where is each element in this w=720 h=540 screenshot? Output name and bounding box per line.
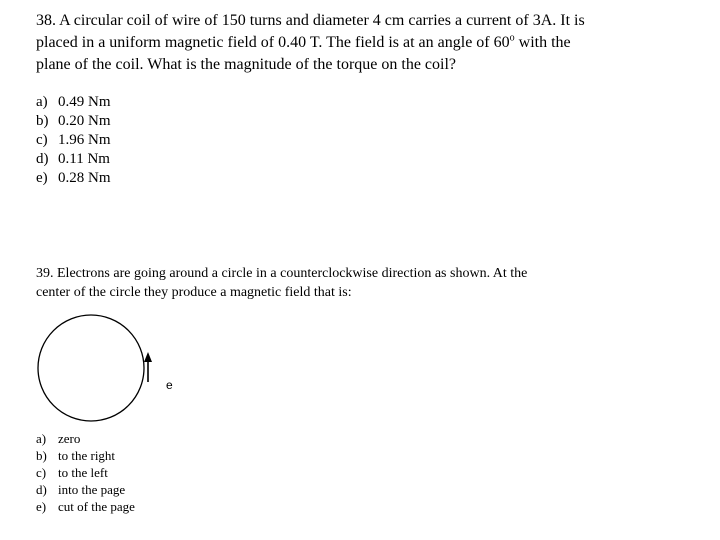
option-letter: a) <box>36 94 48 110</box>
option-text: to the left <box>58 465 108 480</box>
option-letter: d) <box>36 482 47 497</box>
question-39-options <box>36 430 676 515</box>
option-text: 1.96 Nm <box>58 132 111 148</box>
degree-symbol: o <box>509 32 515 44</box>
option-letter: e) <box>36 499 47 514</box>
question-39-line-2: center of the circle they produce a magnetic field that is: <box>36 285 352 300</box>
option-text: into the page <box>58 482 126 497</box>
question-38-options <box>36 93 676 188</box>
option-a <box>36 430 676 447</box>
question-38-line-1: 38. A circular coil of wire of 150 turns and diameter 4 cm carries a current of 3A. It is <box>36 12 585 29</box>
option-c <box>36 464 676 481</box>
option-b <box>36 112 676 131</box>
question-38-line-2 <box>36 32 676 54</box>
option-text: to the right <box>58 448 116 463</box>
question-38 <box>36 10 676 188</box>
option-text: cut of the page <box>58 499 135 514</box>
option-text: zero <box>58 431 81 446</box>
option-letter: b) <box>36 448 47 463</box>
orbit-circle <box>38 315 144 421</box>
option-d <box>36 481 676 498</box>
question-38-line-2-prefix: placed in a uniform magnetic field of 0.40 T. The field is at an angle of 60 <box>36 34 510 51</box>
option-text: 0.11 Nm <box>58 151 110 167</box>
option-letter: b) <box>36 113 49 129</box>
option-letter: d) <box>36 151 49 167</box>
option-d <box>36 150 676 169</box>
question-39-line-1: 39. Electrons are going around a circle in a counterclockwise direction as shown. At the <box>36 266 528 281</box>
option-letter: a) <box>36 431 47 446</box>
option-text: 0.28 Nm <box>58 170 111 186</box>
option-text: 0.49 Nm <box>58 94 111 110</box>
option-b <box>36 447 676 464</box>
question-38-text <box>36 10 676 76</box>
question-38-line-2-suffix: with the <box>514 34 571 51</box>
question-39 <box>36 264 676 515</box>
option-e <box>36 498 676 515</box>
option-c <box>36 131 676 150</box>
option-e <box>36 169 676 188</box>
direction-arrow-head <box>144 352 152 362</box>
circle-diagram <box>36 310 236 430</box>
option-a <box>36 93 676 112</box>
option-text: 0.20 Nm <box>58 113 111 129</box>
question-39-text <box>36 264 676 302</box>
question-38-line-3: plane of the coil. What is the magnitude of the torque on the coil? <box>36 56 457 73</box>
option-letter: c) <box>36 465 47 480</box>
option-letter: e) <box>36 170 48 186</box>
electron-label: e <box>166 378 173 392</box>
electron-circle-figure <box>36 310 236 430</box>
option-letter: c) <box>36 132 48 148</box>
